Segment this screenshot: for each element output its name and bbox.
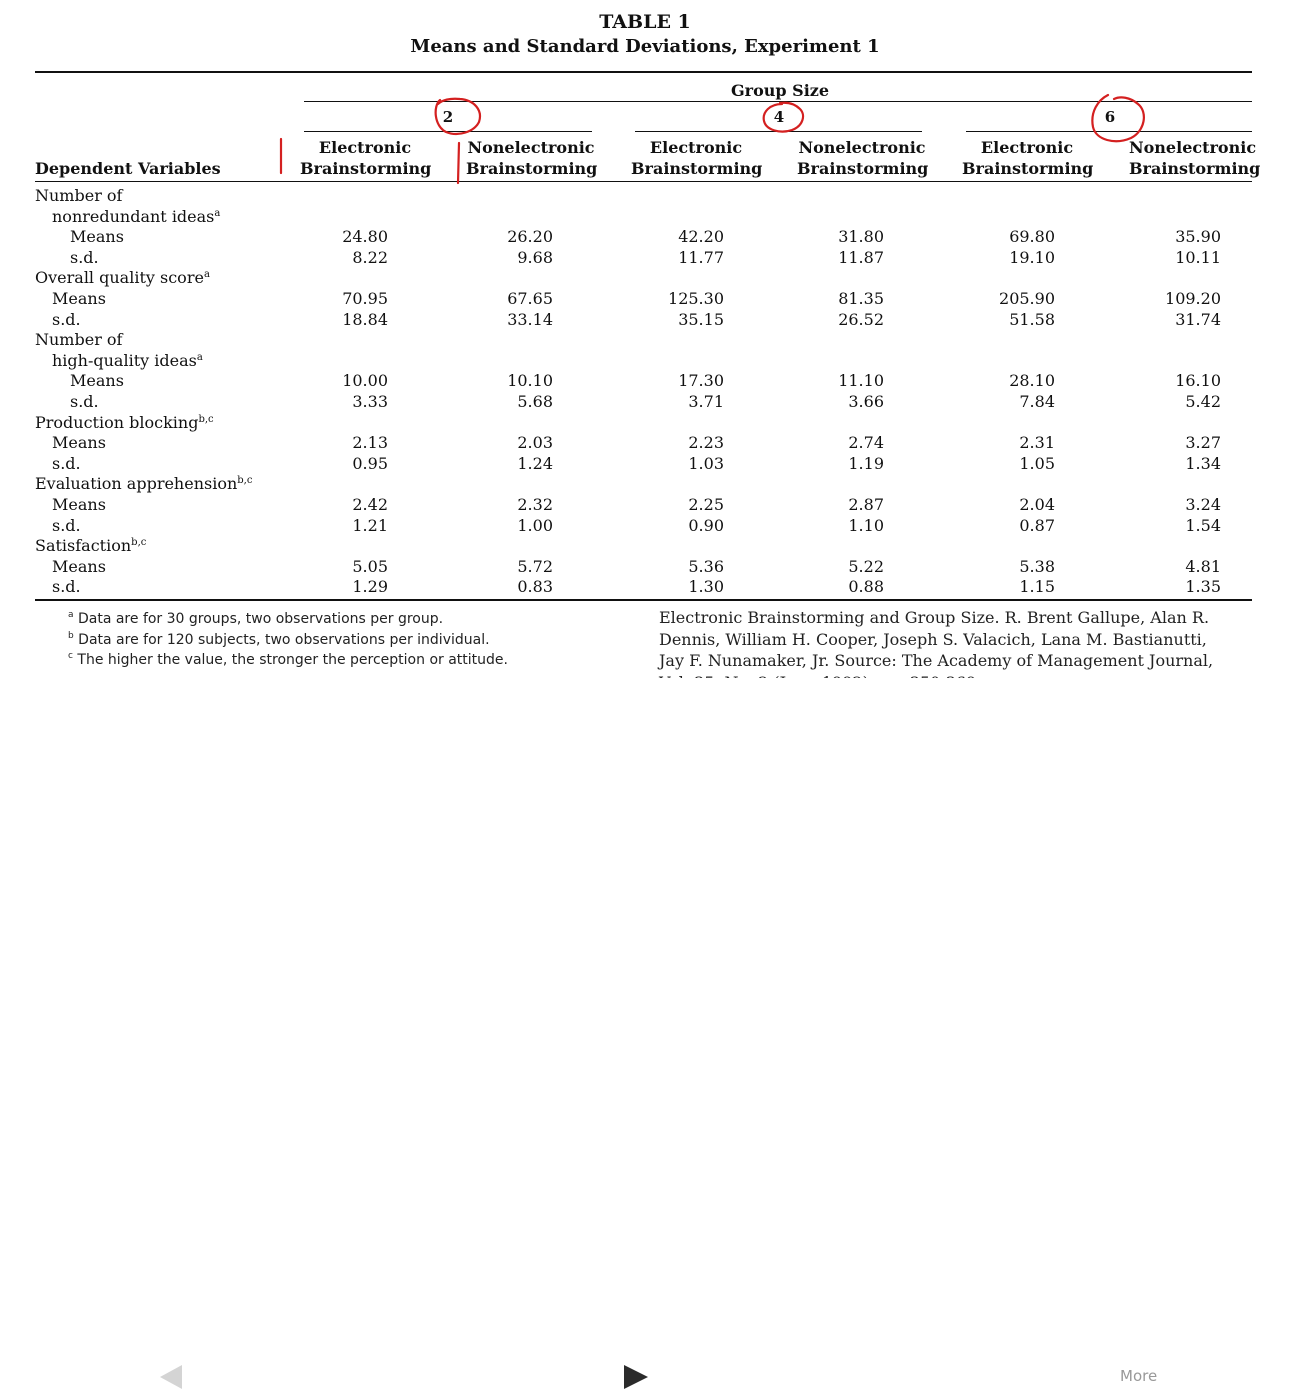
footnote-marker: b,c	[198, 413, 214, 425]
table-cell: 2.23	[688, 433, 724, 453]
table-cell: 5.05	[352, 556, 388, 576]
table-cell: 2.25	[688, 494, 724, 514]
table-cell: 33.14	[507, 309, 553, 329]
table-row	[0, 289, 1280, 310]
table-row	[0, 227, 1280, 248]
table-cell: 11.87	[838, 247, 884, 267]
table-title: TABLE 1	[599, 11, 691, 33]
table-cell: 69.80	[1009, 227, 1055, 247]
table-row	[0, 577, 1280, 598]
table-cell: 16.10	[1175, 371, 1221, 391]
table-cell: 3.71	[688, 391, 724, 411]
group-6-rule	[966, 131, 1252, 132]
table-row	[0, 310, 1280, 331]
table-cell: 1.34	[1185, 453, 1221, 473]
table-cell: 10.10	[507, 371, 553, 391]
more-button[interactable]: More	[1120, 1367, 1158, 1385]
footnote-marker: a	[214, 207, 221, 219]
footnote-marker: b,c	[131, 537, 147, 549]
table-cell: 10.11	[1175, 247, 1221, 267]
table-cell: 1.19	[848, 453, 884, 473]
footnote-marker: a	[196, 351, 203, 363]
table-cell: 35.90	[1175, 227, 1221, 247]
footnote-marker: b,c	[237, 475, 253, 487]
table-cell: 205.90	[999, 288, 1055, 308]
table-cell: 2.42	[352, 494, 388, 514]
table-cell: 8.22	[352, 247, 388, 267]
table-cell: 4.81	[1185, 556, 1221, 576]
table-cell: 51.58	[1009, 309, 1055, 329]
table-cell: 1.05	[1019, 453, 1055, 473]
column-header: Nonelectronic Brainstorming	[797, 138, 929, 178]
table-cell: 2.32	[517, 494, 553, 514]
table-row	[0, 454, 1280, 475]
column-header: Electronic Brainstorming	[962, 138, 1094, 178]
group-size-rule	[304, 101, 1252, 102]
navigation-bar	[0, 678, 1280, 1385]
table-cell: 28.10	[1009, 371, 1055, 391]
table-body	[0, 186, 1280, 598]
table-cell: 0.83	[517, 577, 553, 597]
row-label: s.d.	[52, 453, 81, 473]
group-label-2: 2	[442, 108, 454, 126]
table-cell: 1.03	[688, 453, 724, 473]
row-label: Means	[52, 288, 106, 308]
row-label: nonredundant ideas$^a$	[52, 206, 221, 226]
table-cell: 11.10	[838, 371, 884, 391]
table-cell: 5.68	[517, 391, 553, 411]
chevron-left-icon[interactable]	[160, 1365, 182, 1389]
table-cell: 1.21	[352, 515, 388, 535]
table-cell: 11.77	[678, 247, 724, 267]
table-cell: 5.42	[1185, 391, 1221, 411]
table-cell: 2.13	[352, 433, 388, 453]
table-cell: 10.00	[342, 371, 388, 391]
table-cell: 2.31	[1019, 433, 1055, 453]
table-row	[0, 351, 1280, 372]
row-label: s.d.	[70, 391, 99, 411]
row-label: Evaluation apprehension$^{b,c}$	[35, 474, 253, 494]
row-label: Means	[52, 494, 106, 514]
table-row	[0, 248, 1280, 269]
table-cell: 0.90	[688, 515, 724, 535]
table-cell: 1.35	[1185, 577, 1221, 597]
group-4-rule	[635, 131, 922, 132]
table-row	[0, 557, 1280, 578]
row-label: high-quality ideas$^a$	[52, 350, 203, 370]
footnote-c: $^c$ The higher the value, the stronger the perception or attitude.	[68, 651, 508, 668]
table-cell: 2.04	[1019, 494, 1055, 514]
table-cell: 0.87	[1019, 515, 1055, 535]
column-header: Electronic Brainstorming	[300, 138, 432, 178]
row-label: Means	[70, 227, 124, 247]
table-cell: 19.10	[1009, 247, 1055, 267]
table-cell: 67.65	[507, 288, 553, 308]
group-label-4: 4	[773, 108, 785, 126]
table-cell: 70.95	[342, 288, 388, 308]
table-cell: 81.35	[838, 288, 884, 308]
table-row	[0, 392, 1280, 413]
dependent-variables-header: Dependent Variables	[35, 159, 221, 178]
table-cell: 109.20	[1165, 288, 1221, 308]
table-row	[0, 330, 1280, 351]
table-cell: 5.36	[688, 556, 724, 576]
group-size-header: Group Size	[731, 81, 830, 100]
table-cell: 31.80	[838, 227, 884, 247]
table-cell: 5.22	[848, 556, 884, 576]
table-cell: 2.03	[517, 433, 553, 453]
table-cell: 31.74	[1175, 309, 1221, 329]
row-label: s.d.	[52, 515, 81, 535]
row-label: s.d.	[52, 577, 81, 597]
table-row	[0, 536, 1280, 557]
row-label: Means	[70, 371, 124, 391]
footnote-a: $^a$ Data are for 30 groups, two observations per group.	[68, 610, 444, 627]
table-cell: 1.00	[517, 515, 553, 535]
table-row	[0, 516, 1280, 537]
table-row	[0, 371, 1280, 392]
row-label: Overall quality score$^a$	[35, 268, 210, 288]
column-header: Nonelectronic Brainstorming	[466, 138, 598, 178]
table-cell: 3.27	[1185, 433, 1221, 453]
table-cell: 3.24	[1185, 494, 1221, 514]
table-row	[0, 413, 1280, 434]
table-row	[0, 495, 1280, 516]
column-header: Nonelectronic Brainstorming	[1129, 138, 1261, 178]
row-label: Means	[52, 556, 106, 576]
table-cell: 1.29	[352, 577, 388, 597]
row-label: Production blocking$^{b,c}$	[35, 412, 214, 432]
footnote-b: $^b$ Data are for 120 subjects, two observations per individual.	[68, 630, 490, 648]
table-cell: 1.24	[517, 453, 553, 473]
group-label-6: 6	[1104, 108, 1116, 126]
table-cell: 2.74	[848, 433, 884, 453]
row-label: Means	[52, 433, 106, 453]
table-cell: 7.84	[1019, 391, 1055, 411]
table-cell: 2.87	[848, 494, 884, 514]
row-label: Number of	[35, 330, 123, 350]
table-cell: 42.20	[678, 227, 724, 247]
table-row	[0, 186, 1280, 207]
table-cell: 1.54	[1185, 515, 1221, 535]
table-row	[0, 268, 1280, 289]
row-label: s.d.	[52, 309, 81, 329]
group-2-rule	[304, 131, 592, 132]
document-page	[0, 0, 1280, 678]
row-label: Satisfaction$^{b,c}$	[35, 536, 147, 556]
table-cell: 0.88	[848, 577, 884, 597]
table-cell: 0.95	[352, 453, 388, 473]
bottom-rule	[35, 599, 1252, 601]
table-row	[0, 207, 1280, 228]
table-cell: 3.66	[848, 391, 884, 411]
footnotes	[68, 609, 508, 671]
header-rule	[35, 181, 1252, 182]
table-cell: 1.30	[688, 577, 724, 597]
table-cell: 1.10	[848, 515, 884, 535]
column-header: Electronic Brainstorming	[631, 138, 763, 178]
table-cell: 18.84	[342, 309, 388, 329]
table-cell: 24.80	[342, 227, 388, 247]
row-label: Number of	[35, 186, 123, 205]
table-row	[0, 474, 1280, 495]
table-cell: 17.30	[678, 371, 724, 391]
play-next-icon[interactable]	[624, 1365, 648, 1389]
table-cell: 1.15	[1019, 577, 1055, 597]
footnote-marker: a	[203, 269, 210, 281]
table-cell: 9.68	[517, 247, 553, 267]
table-cell: 3.33	[352, 391, 388, 411]
citation-text: Electronic Brainstorming and Group Size. R. Brent Gallupe, Alan R. Dennis, William H. Cooper, Joseph S. Valacich, Lana M. Bastianutti, Jay F. Nunamaker, Jr. Source: The Academy of Management Journal,	[659, 608, 1214, 670]
row-label: s.d.	[70, 247, 99, 267]
table-cell: 26.52	[838, 309, 884, 329]
top-rule	[35, 71, 1252, 73]
table-cell: 5.72	[517, 556, 553, 576]
table-row	[0, 433, 1280, 454]
table-cell: 35.15	[678, 309, 724, 329]
table-cell: 26.20	[507, 227, 553, 247]
table-cell: 5.38	[1019, 556, 1055, 576]
table-subtitle: Means and Standard Deviations, Experiment 1	[410, 36, 880, 57]
table-cell: 125.30	[668, 288, 724, 308]
